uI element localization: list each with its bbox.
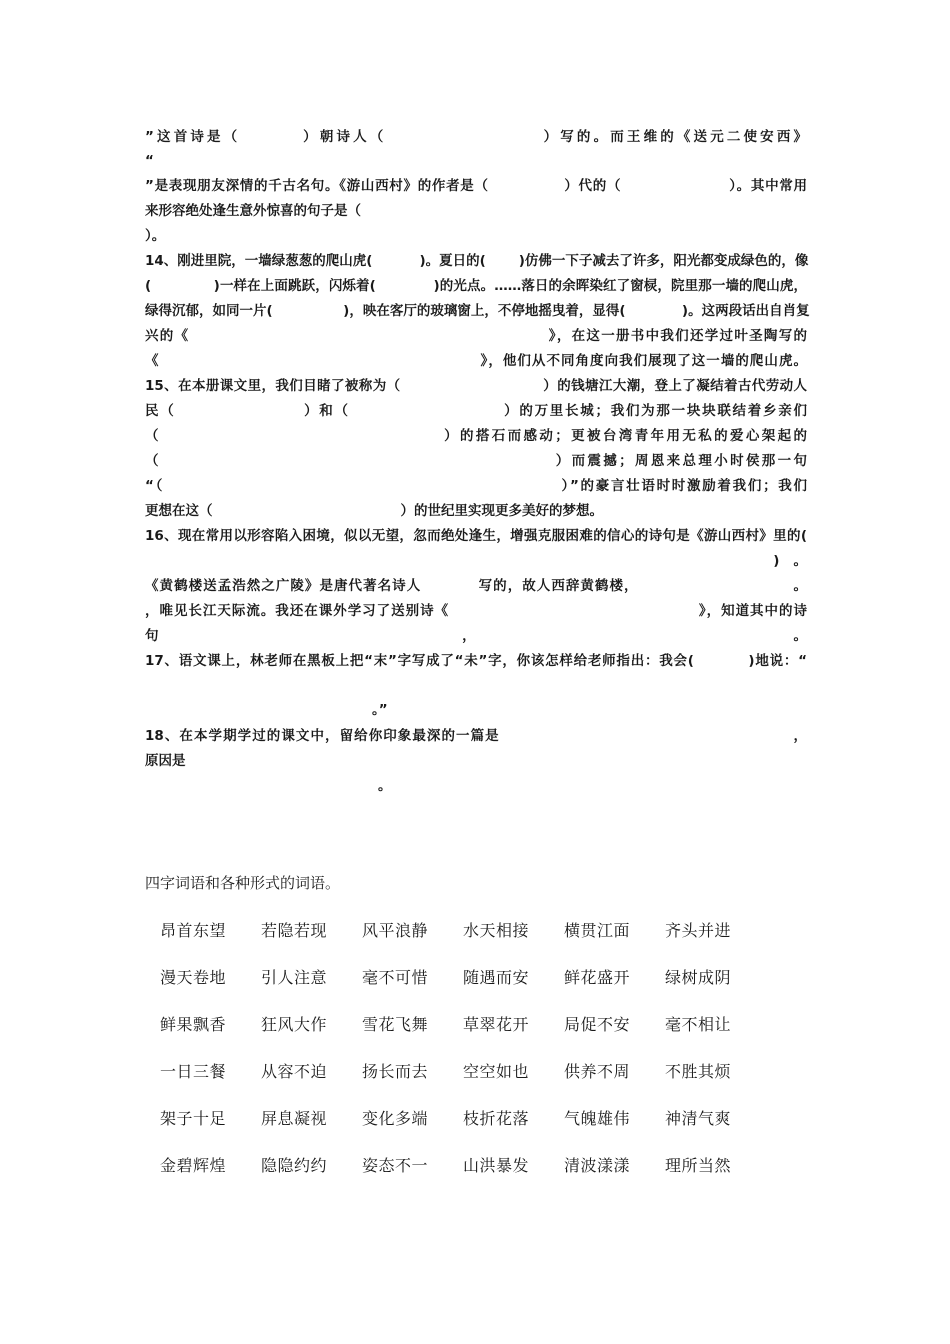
text-line: 民（ ）和（ ）的万里长城；我们为那一块块联结着乡亲们: [145, 403, 807, 419]
word: 理所当然: [665, 1156, 732, 1175]
question-18: 18、在本学期学过的课文中，留给你印象最深的一篇是 ，: [145, 728, 807, 744]
word: 水天相接: [463, 921, 530, 940]
word: 枝折花落: [463, 1109, 530, 1128]
question-14: 14、刚进里院，一墙绿葱葱的爬山虎( )。夏日的( )仿佛一下子减去了许多，阳光都变成绿色的，像: [145, 253, 809, 269]
word: 鲜果飘香: [160, 1015, 227, 1034]
word: 空空如也: [463, 1062, 530, 1081]
text-line: ”这首诗是（ ）朝诗人（ ）写的。而王维的《送元二使安西》: [145, 129, 807, 145]
word: 供养不周: [564, 1062, 631, 1081]
text-line: 《 》，他们从不同角度向我们展现了这一墙的爬山虎。: [145, 353, 807, 369]
word: 鲜花盛开: [564, 968, 631, 987]
word: 毫不可惜: [362, 968, 429, 987]
word: 架子十足: [160, 1109, 227, 1128]
text-line: 绿得沉郁，如同一片( )，映在客厅的玻璃窗上，不停地摇曳着，显得( )。这两段话出自肖复: [145, 303, 810, 319]
word: 绿树成阴: [665, 968, 732, 987]
word-row: [160, 1012, 780, 1059]
word: 屏息凝视: [261, 1109, 328, 1128]
text-line: 原因是: [145, 753, 186, 769]
word: 草翠花开: [463, 1015, 530, 1034]
text-line: 兴的《 》，在这一册书中我们还学过叶圣陶写的: [145, 328, 807, 344]
text-line: ）。: [145, 228, 166, 244]
word-row: [160, 1106, 780, 1153]
text-line: ，唯见长江天际流。我还在课外学习了送别诗《 》，知道其中的诗: [145, 603, 807, 619]
word: 气魄雄伟: [564, 1109, 631, 1128]
text-line: 句 ， 。: [145, 628, 807, 644]
word: 从容不迫: [261, 1062, 328, 1081]
word: 齐头并进: [665, 921, 732, 940]
word: 隐隐约约: [261, 1156, 328, 1175]
text-line: 。: [378, 778, 392, 794]
word-grid: [160, 918, 780, 1200]
question-17: 17、语文课上，林老师在黑板上把“末”字写成了“未”字，你该怎样给老师指出：我会( )地说：“: [145, 653, 807, 669]
word: 随遇而安: [463, 968, 530, 987]
word: 神清气爽: [665, 1109, 732, 1128]
word: 山洪暴发: [463, 1156, 530, 1175]
word: 变化多端: [362, 1109, 429, 1128]
text-line: 更想在这（ ）的世纪里实现更多美好的梦想。: [145, 503, 603, 519]
word: 毫不相让: [665, 1015, 732, 1034]
text-line: （ ）的搭石而感动；更被台湾青年用无私的爱心架起的: [145, 428, 807, 444]
word: 风平浪静: [362, 921, 429, 940]
text-line: ) 。: [773, 553, 807, 569]
word: 引人注意: [261, 968, 328, 987]
text-line: ( )一样在上面跳跃，闪烁着( )的光点。……落日的余晖染红了窗棂，院里那一墙的爬山虎，: [145, 278, 807, 294]
text-line: 《黄鹤楼送孟浩然之广陵》是唐代著名诗人 写的，故人西辞黄鹤楼， 。: [145, 578, 807, 594]
text-line: “: [145, 153, 154, 169]
word: 金碧辉煌: [160, 1156, 227, 1175]
question-15: 15、在本册课文里，我们目睹了被称为（ ）的钱塘江大潮，登上了凝结着古代劳动人: [145, 378, 807, 394]
word-row: [160, 1153, 780, 1200]
word: 若隐若现: [261, 921, 328, 940]
word: 狂风大作: [261, 1015, 328, 1034]
word: 姿态不一: [362, 1156, 429, 1175]
text-line: 。”: [372, 702, 388, 718]
word-row: [160, 965, 780, 1012]
word: 局促不安: [564, 1015, 631, 1034]
text-line: “（ ）”的豪言壮语时时激励着我们；我们: [145, 478, 807, 494]
word: 横贯江面: [564, 921, 631, 940]
word-row: [160, 1059, 780, 1106]
word: 漫天卷地: [160, 968, 227, 987]
word: 清波漾漾: [564, 1156, 631, 1175]
question-16: 16、现在常用以形容陷入困境，似以无望，忽而绝处逢生，增强克服困难的信心的诗句是《游山西村》里的(: [145, 528, 807, 544]
word: 昂首东望: [160, 921, 227, 940]
text-line: ”是表现朋友深情的千古名句。《游山西村》的作者是（ ）代的（ ）。其中常用: [145, 178, 807, 194]
section-title: 四字词语和各种形式的词语。: [145, 874, 341, 892]
word: 不胜其烦: [665, 1062, 732, 1081]
word: 雪花飞舞: [362, 1015, 429, 1034]
word: 一日三餐: [160, 1062, 227, 1081]
text-line: （ ）而震撼；周恩来总理小时侯那一句: [145, 453, 807, 469]
word-row: [160, 918, 780, 965]
text-line: 来形容绝处逢生意外惊喜的句子是（: [145, 203, 361, 219]
word: 扬长而去: [362, 1062, 429, 1081]
